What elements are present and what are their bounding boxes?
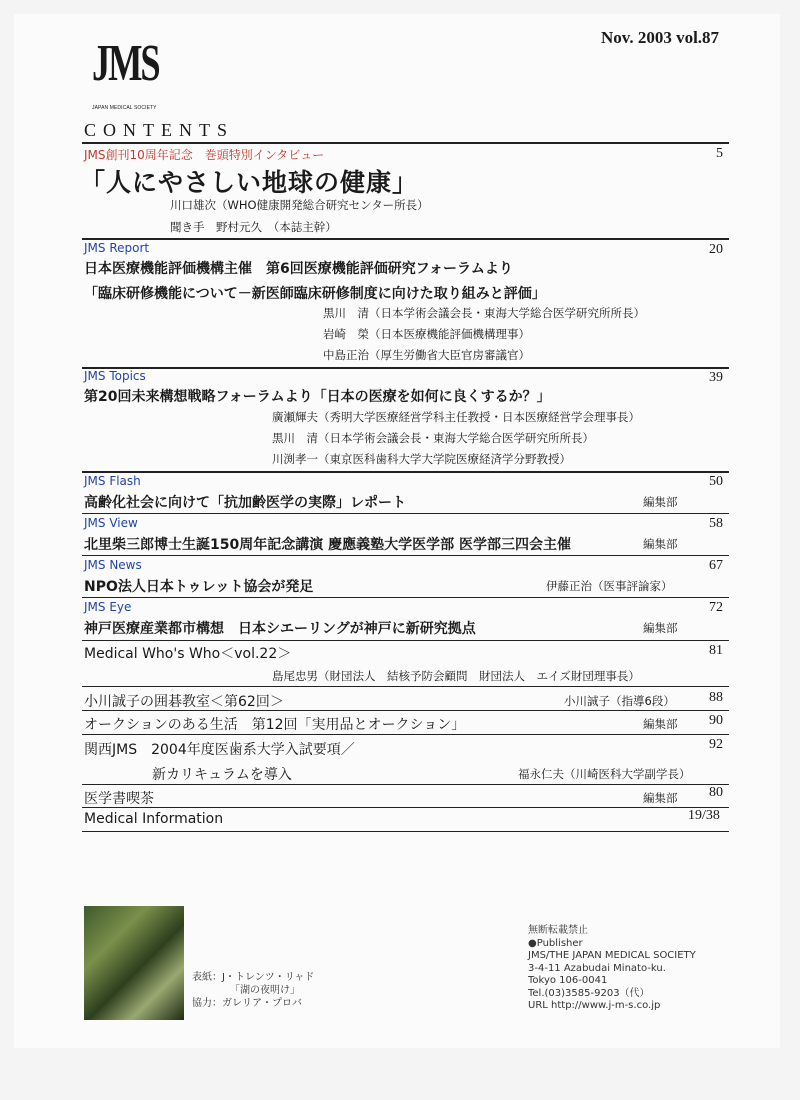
entry-author: 編集部 xyxy=(643,717,678,731)
entry-author: 島尾忠男（財団法人 結核予防会顧問 財団法人 エイズ財団理事長） xyxy=(272,669,640,683)
entry-category: JMS Report xyxy=(84,241,150,255)
entry-person: 黒川 清（日本学術会議会長・東海大学総合医学研究所所長） xyxy=(272,431,594,445)
entry-category: JMS News xyxy=(84,558,142,572)
entry-title[interactable]: 小川誠子の囲碁教室＜第62回＞ xyxy=(84,694,284,710)
entry-title[interactable]: NPO法人日本トゥレット協会が発足 xyxy=(84,579,314,595)
entry-title[interactable]: 神戸医療産業都市構想 日本シエーリングが神戸に新研究拠点 xyxy=(84,621,476,637)
cover-caption: 表紙：J・トレンツ・リャド 「湖の夜明け」 協力：ガレリア・プロバ xyxy=(192,972,315,1009)
publisher-url: URL http://www.j-m-s.co.jp xyxy=(528,1000,661,1011)
entry-title[interactable]: 新カリキュラムを導入 xyxy=(152,767,292,783)
entry-page: 81 xyxy=(709,643,723,658)
entry-author: 福永仁夫（川崎医科大学副学長） xyxy=(518,767,691,781)
entry-category: JMS創刊10周年記念 巻頭特別インタビュー xyxy=(84,148,325,162)
section-divider xyxy=(82,831,729,832)
entry-title[interactable]: 関西JMS 2004年度医歯系大学入試要項／ xyxy=(84,742,355,758)
entry-person: 聞き手 野村元久 （本誌主幹） xyxy=(170,220,337,234)
entry-page: 20 xyxy=(709,242,723,257)
entry-person: 中島正治（厚生労働省大臣官房審議官） xyxy=(323,348,530,362)
entry-title[interactable]: 日本医療機能評価機構主催 第6回医療機能評価研究フォーラムより xyxy=(84,261,513,277)
entry-page: 90 xyxy=(709,713,723,728)
section-divider xyxy=(82,513,729,514)
entry-page: 39 xyxy=(709,370,723,385)
section-divider xyxy=(82,734,729,735)
logo-subtitle: JAPAN MEDICAL SOCIETY xyxy=(92,105,157,111)
section-divider xyxy=(82,807,729,808)
entry-author: 編集部 xyxy=(643,621,678,635)
entry-title[interactable]: 北里柴三郎博士生誕150周年記念講演 慶應義塾大学医学部 医学部三四会主催 xyxy=(84,537,571,553)
section-divider xyxy=(82,142,729,144)
entry-title[interactable]: 「臨床研修機能について－新医師臨床研修制度に向けた取り組みと評価」 xyxy=(84,286,546,302)
entry-page: 92 xyxy=(709,737,723,752)
issue-number: Nov. 2003 vol.87 xyxy=(601,28,720,47)
entry-page: 80 xyxy=(709,785,723,800)
entry-person: 川口雄次（WHO健康開発総合研究センター所長） xyxy=(170,198,429,212)
entry-author: 編集部 xyxy=(643,537,678,551)
section-divider xyxy=(82,784,729,785)
section-divider xyxy=(82,238,729,240)
entry-category: JMS View xyxy=(84,516,138,530)
entry-page: 58 xyxy=(709,516,723,531)
entry-title[interactable]: Medical Who's Who＜vol.22＞ xyxy=(84,646,292,662)
section-divider xyxy=(82,640,729,641)
entry-category: JMS Eye xyxy=(84,600,132,614)
entry-person: 廣瀬輝夫（秀明大学医療経営学科主任教授・日本医療経営学会理事長） xyxy=(272,410,640,424)
entry-page: 5 xyxy=(716,146,723,161)
entry-page: 72 xyxy=(709,600,723,615)
feature-title[interactable]: 「人にやさしい地球の健康」 xyxy=(80,168,419,197)
publisher-info: 無断転載禁止 ●Publisher JMS/THE JAPAN MEDICAL SOCIETY 3-4-11 Azabudai Minato-ku. Tokyo 106-0041 Tel.(03)3585-9203（代） URL http://www.j-m-s.co.jp xyxy=(528,925,696,1011)
section-divider xyxy=(82,555,729,556)
entry-category: JMS Topics xyxy=(84,369,146,383)
entry-page: 19/38 xyxy=(688,808,720,823)
entry-person: 岩崎 榮（日本医療機能評価機構理事） xyxy=(323,327,530,341)
section-divider xyxy=(82,367,729,369)
entry-title[interactable]: Medical Information xyxy=(84,811,224,827)
entry-author: 小川誠子（指導6段） xyxy=(564,694,675,708)
entry-author: 編集部 xyxy=(643,791,678,805)
entry-title[interactable]: オークションのある生活 第12回「実用品とオークション」 xyxy=(84,717,466,733)
jms-logo: JMS xyxy=(92,35,159,92)
entry-person: 黒川 清（日本学術会議会長・東海大学総合医学研究所所長） xyxy=(323,306,645,320)
section-divider xyxy=(82,597,729,598)
entry-title[interactable]: 医学書喫茶 xyxy=(84,791,154,807)
contents-heading: CONTENTS xyxy=(84,120,234,140)
entry-title[interactable]: 第20回未来構想戦略フォーラムより「日本の医療を如何に良くするか？」 xyxy=(84,389,551,405)
section-divider xyxy=(82,710,729,711)
entry-page: 50 xyxy=(709,474,723,489)
section-divider xyxy=(82,686,729,687)
section-divider xyxy=(82,471,729,473)
cover-photo xyxy=(84,906,184,1020)
entry-page: 88 xyxy=(709,690,723,705)
entry-title[interactable]: 高齢化社会に向けて「抗加齢医学の実際」レポート xyxy=(84,495,406,511)
entry-page: 67 xyxy=(709,558,723,573)
entry-author: 伊藤正治（医事評論家） xyxy=(546,579,673,593)
entry-person: 川渕孝一（東京医科歯科大学大学院医療経済学分野教授） xyxy=(272,452,571,466)
entry-author: 編集部 xyxy=(643,495,678,509)
entry-category: JMS Flash xyxy=(84,474,141,488)
